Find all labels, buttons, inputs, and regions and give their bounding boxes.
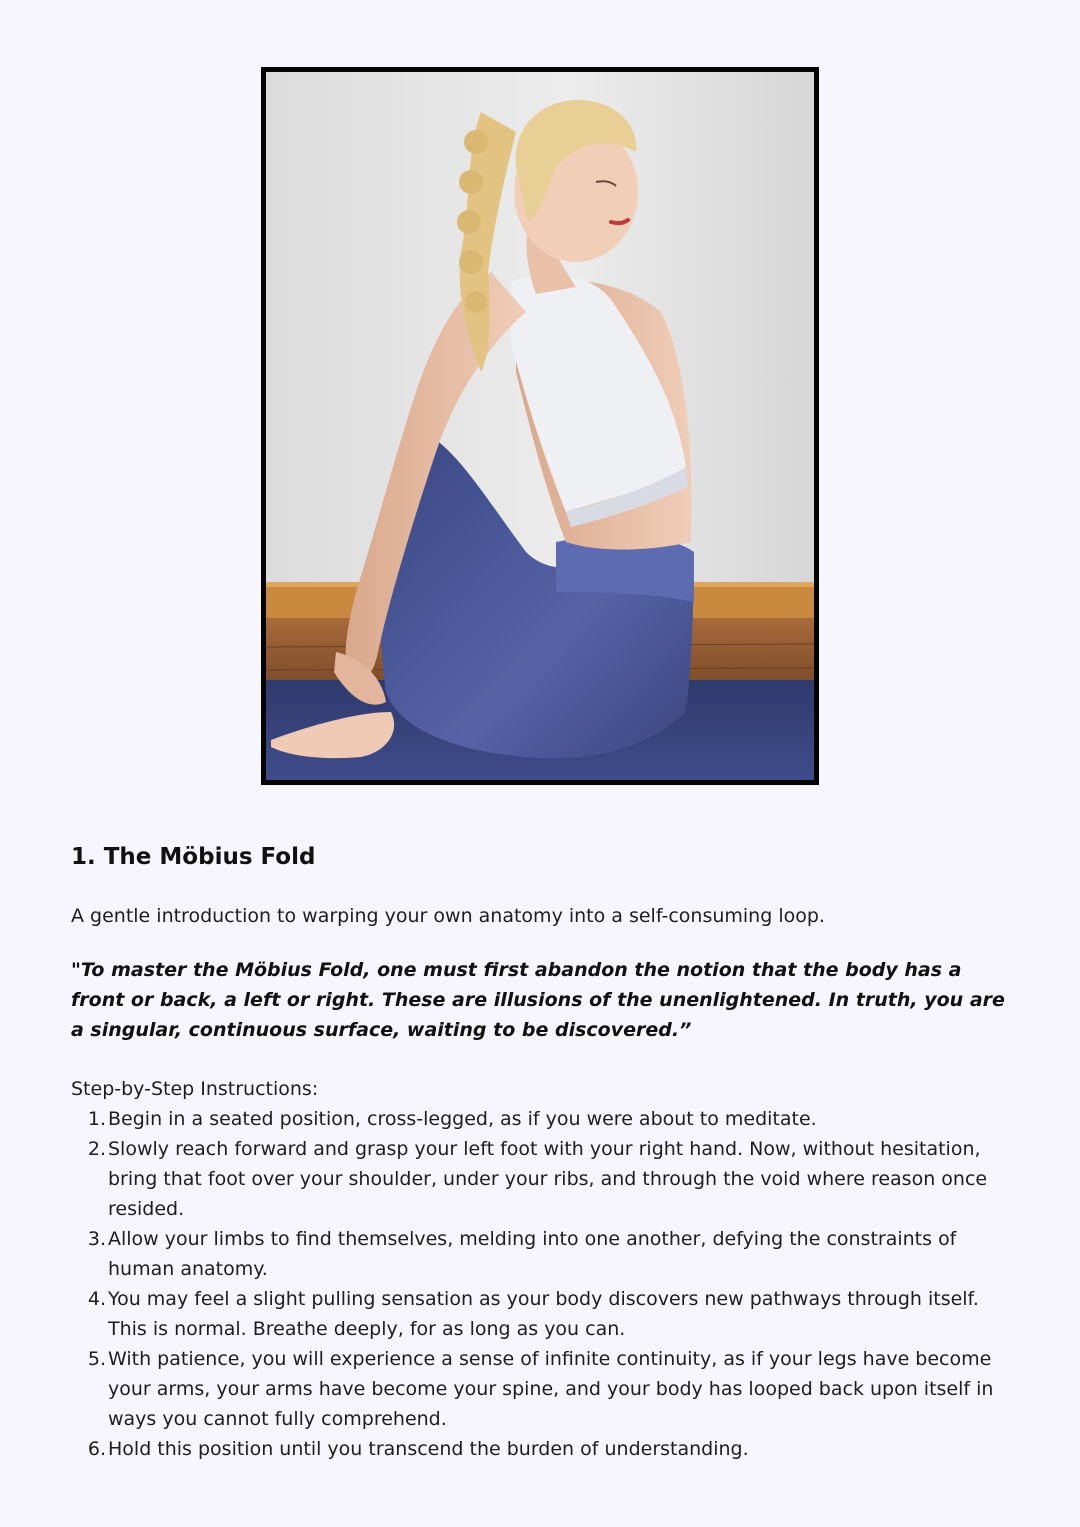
steps-list: [71, 1104, 1016, 1464]
pose-quote: "To master the Möbius Fold, one must first abandon the notion that the body has a front or back, a left or right. These are illusions of the unenlightened. In truth, you are a singular, continuous surface, waiting to be discovered.”: [71, 959, 1005, 1041]
list-item: [71, 1434, 1016, 1464]
step-text: Allow your limbs to find themselves, melding into one another, defying the constraints of human anatomy.: [108, 1228, 957, 1280]
step-number: 4.: [87, 1288, 106, 1310]
step-number: 6.: [87, 1438, 106, 1460]
yoga-photo-frame: [261, 67, 819, 785]
step-number: 1.: [87, 1108, 106, 1130]
step-number: 3.: [87, 1228, 106, 1250]
pose-section: [71, 838, 1016, 1464]
step-text: Slowly reach forward and grasp your left foot with your right hand. Now, without hesitation, bring that foot over your shoulder, under your ribs, and through the void where reason once resided.: [108, 1138, 988, 1220]
step-text: Hold this position until you transcend the burden of understanding.: [108, 1438, 749, 1460]
step-text: With patience, you will experience a sense of infinite continuity, as if your legs have become your arms, your arms have become your spine, and your body has looped back upon itself in ways you cannot fully comprehend.: [108, 1348, 994, 1430]
intro-text: A gentle introduction to warping your own anatomy into a self-consuming loop.: [71, 905, 825, 927]
list-item: [71, 1104, 1016, 1134]
section-title: 1. The Möbius Fold: [71, 844, 316, 870]
list-item: [71, 1284, 1016, 1344]
step-number: 2.: [87, 1138, 106, 1160]
list-item: [71, 1134, 1016, 1224]
list-item: [71, 1344, 1016, 1434]
steps-heading: Step-by-Step Instructions:: [71, 1078, 319, 1100]
step-text: Begin in a seated position, cross-legged, as if you were about to meditate.: [108, 1108, 817, 1130]
list-item: [71, 1224, 1016, 1284]
step-number: 5.: [87, 1348, 106, 1370]
yoga-pose-photo: [266, 72, 814, 780]
step-text: You may feel a slight pulling sensation as your body discovers new pathways through itself. This is normal. Breathe deeply, for as long as you can.: [108, 1288, 979, 1340]
